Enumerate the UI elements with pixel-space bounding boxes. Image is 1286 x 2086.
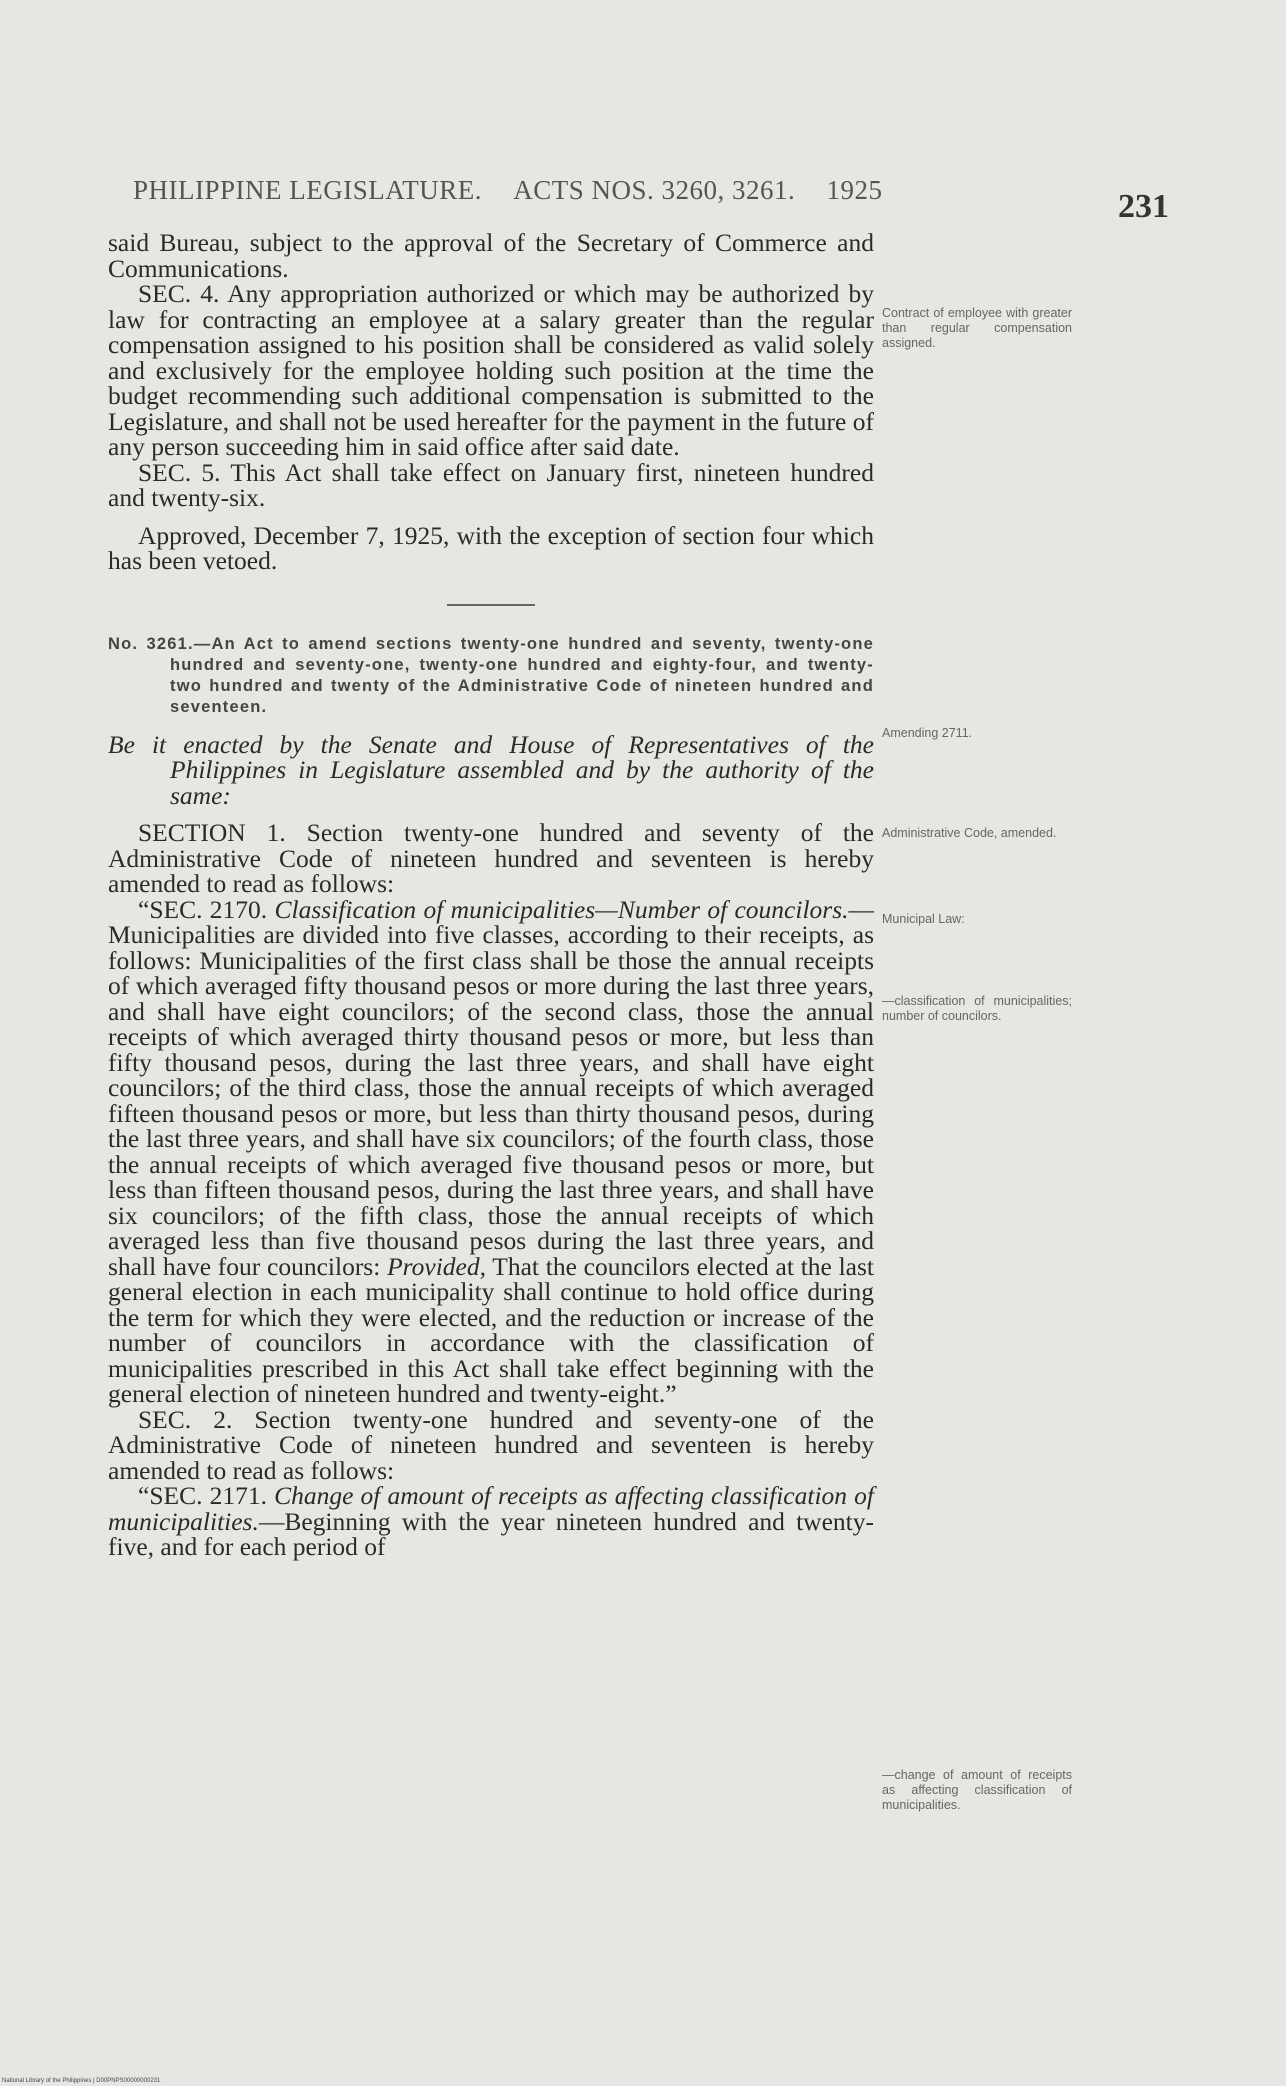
section-label: SECTION 1. bbox=[138, 818, 286, 847]
section-label: SEC. 5. bbox=[138, 457, 221, 487]
section-label: “SEC. 2171. bbox=[138, 1481, 267, 1510]
section-2171 bbox=[108, 1483, 874, 1560]
enacting-clause: Be it enacted by the Senate and House of Representatives of the Philippines in Legislature assembled and by the authority of the same: bbox=[108, 729, 874, 810]
section-title: Classification of municipalities—Number of councilors. bbox=[274, 894, 849, 924]
section-1 bbox=[108, 820, 874, 897]
margin-note-contract: Contract of employee with greater than regular compensation assigned. bbox=[882, 306, 1072, 350]
margin-note-amending: Amending 2711. bbox=[882, 726, 973, 740]
section-label: SEC. 2. bbox=[138, 1404, 233, 1434]
legislature-title: PHILIPPINE LEGISLATURE. bbox=[133, 175, 482, 205]
section-text: This Act shall take effect on January first, nineteen hundred and twenty-six. bbox=[108, 457, 874, 512]
divider-rule bbox=[447, 604, 535, 606]
margin-note-change: —change of amount of receipts as affecting classification of municipalities. bbox=[882, 1768, 1072, 1812]
proviso: Provided, bbox=[387, 1251, 486, 1281]
section-4 bbox=[108, 281, 874, 460]
footer-credit: National Library of the Philippines | D00PNPS00000000231 bbox=[2, 2078, 161, 2084]
act-heading: No. 3261.—An Act to amend sections twenty-one hundred and seventy, twenty-one hundred and seventy-one, twenty-one hundred and eighty-four, and twenty-two hundred and twenty of the Administrative Code of nineteen hundred and seventeen. bbox=[108, 634, 874, 716]
margin-note-municipal-law: Municipal Law: bbox=[882, 912, 965, 926]
paragraph-continuation: said Bureau, subject to the approval of the Secretary of Commerce and Communications. bbox=[108, 228, 874, 283]
section-text: Section twenty-one hundred and seventy-one of the Administrative Code of nineteen hundred and seventeen is hereby amended to read as follows: bbox=[108, 1404, 874, 1485]
section-text: Any appropriation authorized or which may be authorized by law for contracting an employee at a salary greater than the regular compensation assigned to his position shall be considered as valid solely and exclusively for the employee holding such position at the time the budget recommending such additional compensation is submitted to the Legislature, and shall not be used hereafter for the payment in the future of any person succeeding him in said office after said date. bbox=[108, 279, 874, 461]
page-number: 231 bbox=[1118, 188, 1169, 225]
running-head bbox=[133, 175, 883, 206]
section-text: Section twenty-one hundred and seventy of the Administrative Code of nineteen hundred and seventeen is hereby amended to read as follows: bbox=[108, 818, 875, 898]
acts-numbers: ACTS NOS. 3260, 3261. bbox=[513, 175, 796, 205]
section-2170 bbox=[108, 894, 875, 1408]
section-title: Change of amount of receipts as affecting classification of municipalities. bbox=[108, 1481, 874, 1536]
margin-note-admin-code: Administrative Code, amended. bbox=[882, 826, 1057, 840]
section-text: —Municipalities are divided into five classes, according to their receipts, as follows: Municipalities of the first class shall be those the annual receipts of which averaged fifty thousand pesos or more during the last three years, and shall have eight councilors; of the second class, those the annual receipts of which averaged thirty thousand pesos or more, but less than fifty thousand pesos, during the last three years, and shall have eight councilors; of the third class, those the annual receipts of which averaged fifteen thousand pesos or more, but less than thirty thousand pesos, during the last three years, and shall have six councilors; of the fourth class, those the annual receipts of which averaged five thousand pesos or more, but less than fifteen thousand pesos, during the last three years, and shall have six councilors; of the fifth class, those the annual receipts of which averaged less than five thousand pesos during the last three years, and shall have four councilors: bbox=[108, 894, 875, 1281]
section-text: That the councilors elected at the last general election in each municipality shall continue to hold office during the term for which they were elected, and the reduction or increase of the number of councilors in accordance with the classification of municipalities prescribed in this Act shall take effect beginning with the general election of nineteen hundred and twenty-eight.” bbox=[108, 1251, 875, 1408]
approval-note: Approved, December 7, 1925, with the exception of section four which has been vetoed. bbox=[108, 520, 874, 575]
header-year: 1925 bbox=[826, 175, 883, 205]
section-5 bbox=[108, 457, 874, 512]
section-label: SEC. 4. bbox=[138, 279, 220, 308]
section-text: —Beginning with the year nineteen hundred and twenty-five, and for each period of bbox=[108, 1506, 874, 1561]
section-label: “SEC. 2170. bbox=[138, 894, 268, 924]
margin-note-classification: —classification of municipalities; number of councilors. bbox=[882, 994, 1072, 1023]
section-2 bbox=[108, 1404, 874, 1485]
body-text bbox=[108, 230, 874, 1560]
